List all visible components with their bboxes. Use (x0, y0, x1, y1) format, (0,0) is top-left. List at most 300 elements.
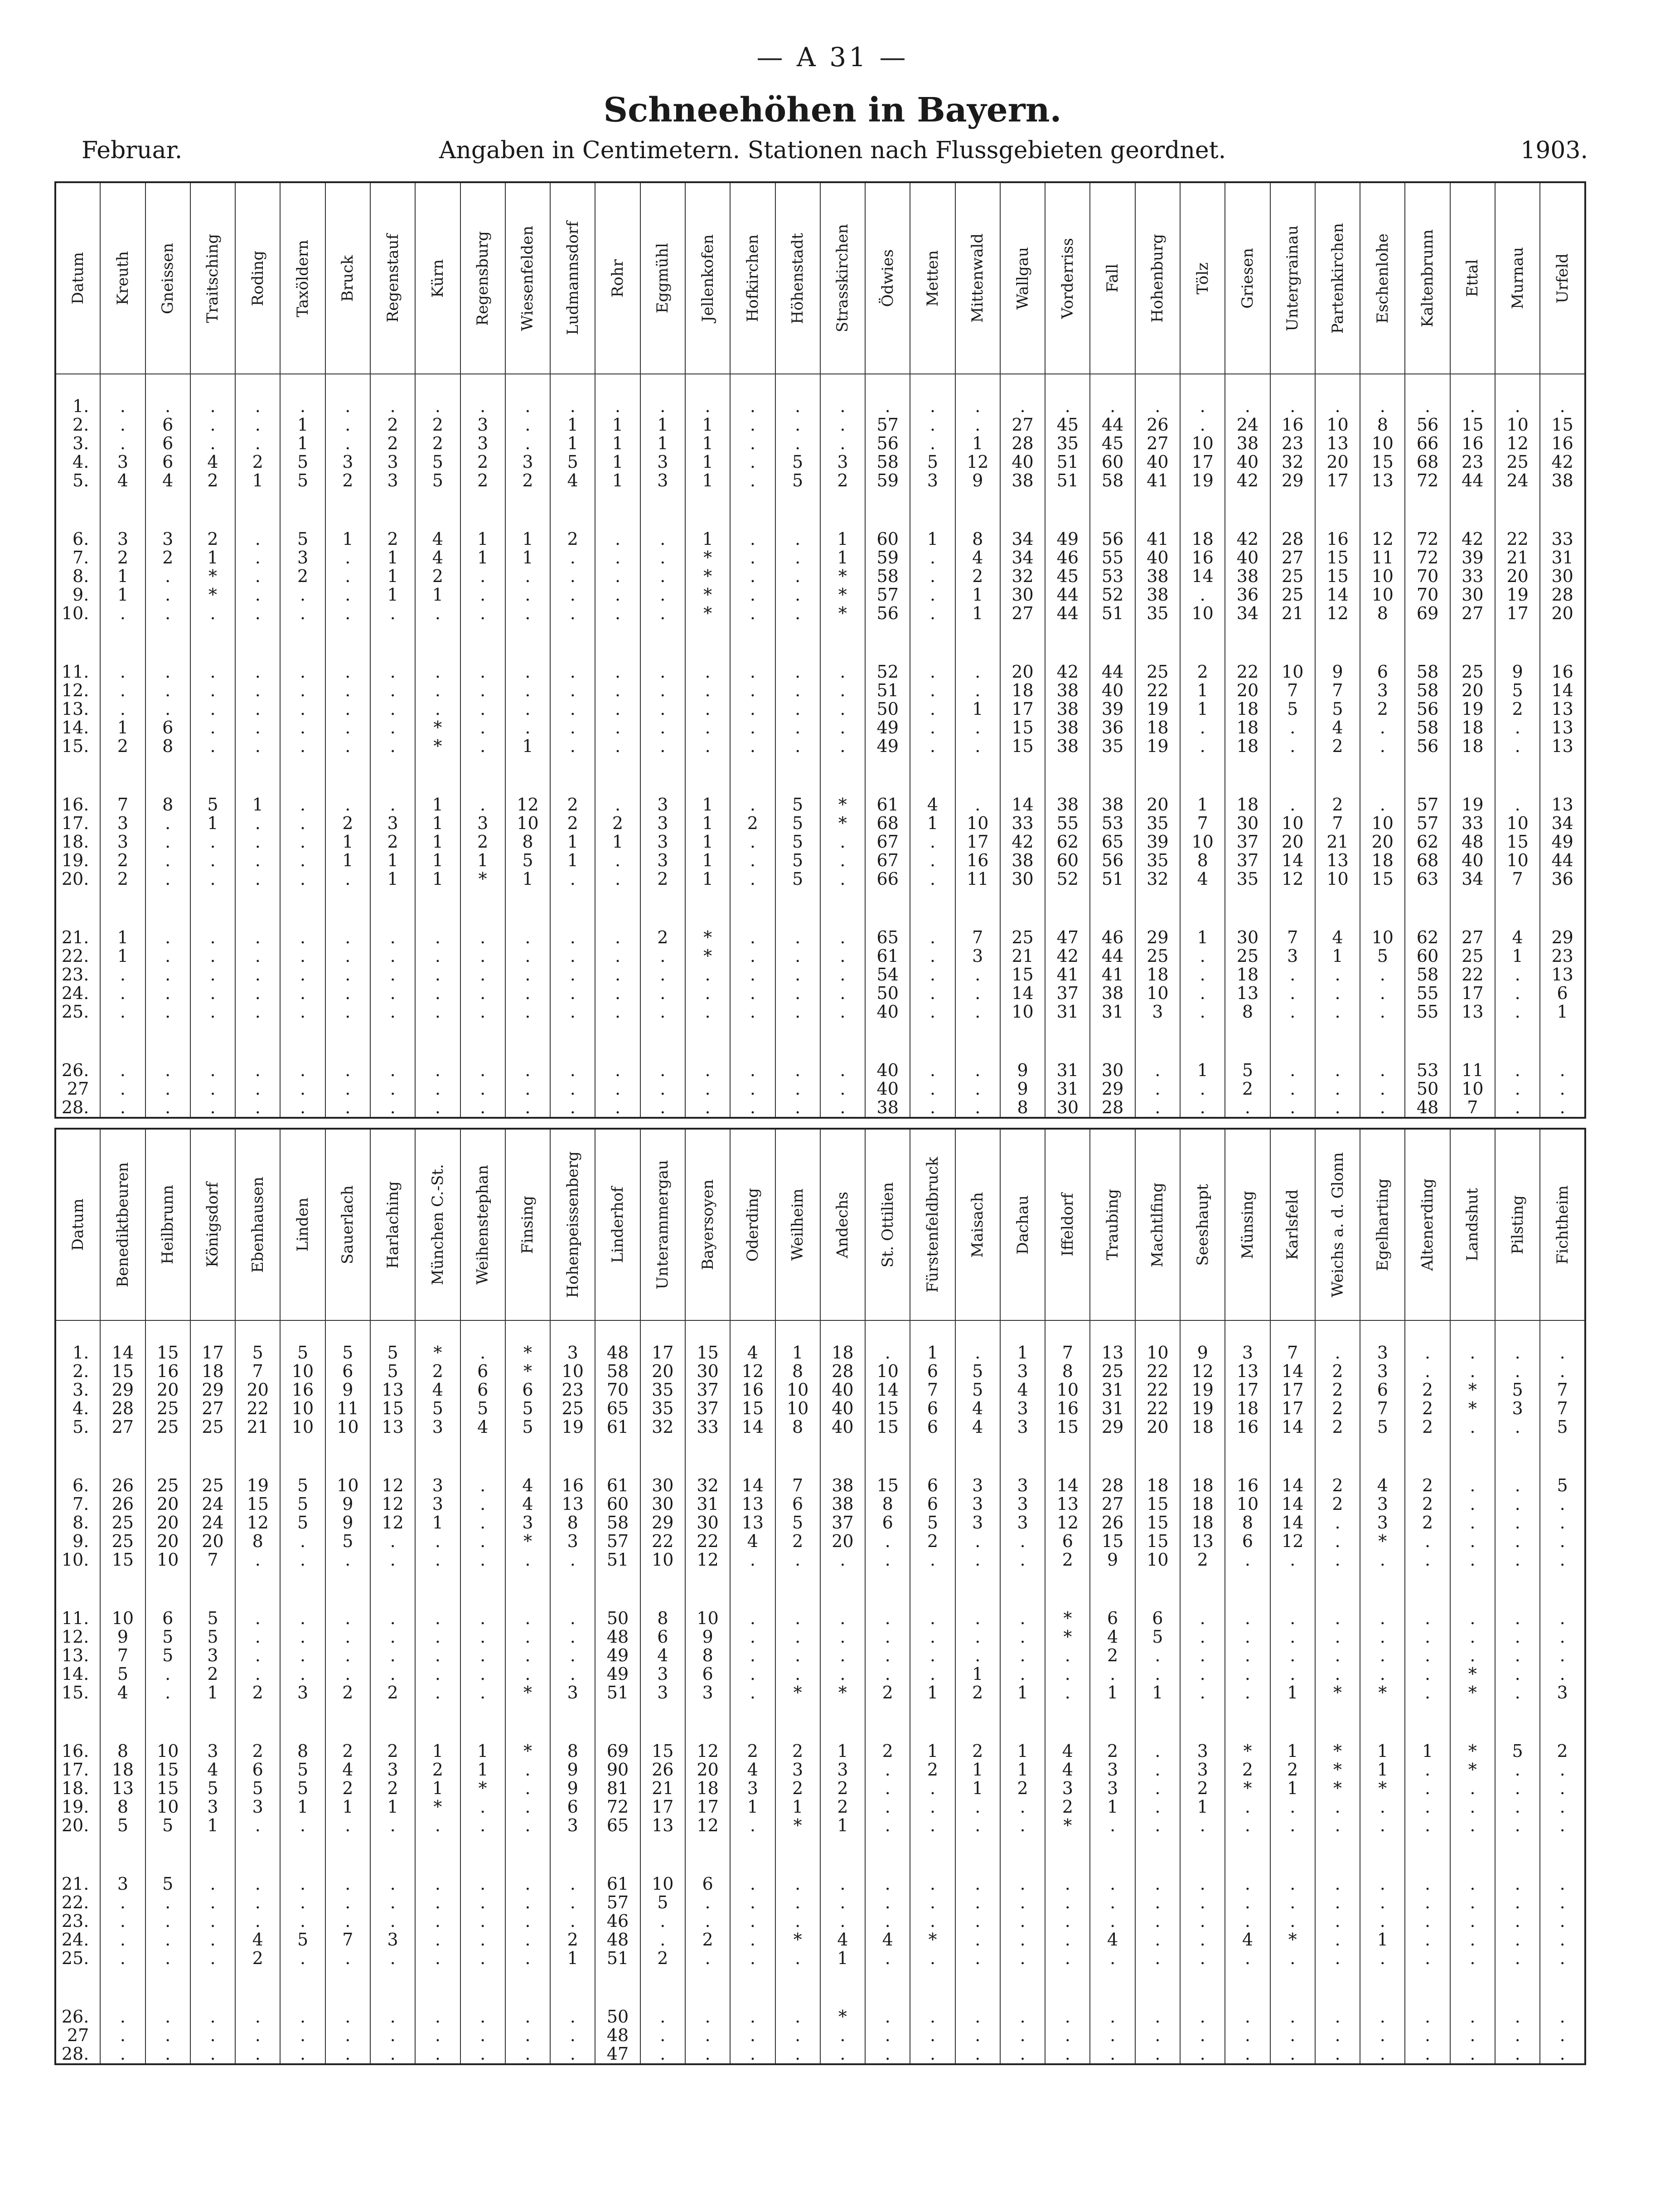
value-cell: 2 (370, 1683, 415, 1702)
value-cell: . (370, 1098, 415, 1118)
value-cell: . (910, 737, 955, 756)
value-cell: . (775, 2026, 820, 2045)
value-cell: . (280, 586, 325, 604)
station-header: Dachau (1000, 1129, 1045, 1320)
value-cell: 18 (1225, 700, 1270, 718)
value-cell: * (1360, 1532, 1405, 1551)
value-cell: 2 (775, 1742, 820, 1761)
station-header: Regensburg (460, 182, 505, 374)
value-cell: 1 (820, 1949, 865, 1968)
table-row (55, 1893, 1585, 1912)
value-cell: 3 (1135, 1003, 1180, 1021)
value-cell: . (235, 928, 280, 947)
value-cell: . (505, 1761, 550, 1779)
value-cell: . (1540, 1646, 1585, 1665)
value-cell: 22 (640, 1532, 685, 1551)
value-cell: * (1315, 1761, 1360, 1779)
value-cell: . (280, 833, 325, 851)
value-cell: 1 (1000, 1344, 1045, 1362)
value-cell: 13 (1540, 965, 1585, 984)
value-cell: . (820, 1003, 865, 1021)
value-cell: 9 (325, 1381, 370, 1399)
station-header: Altenerding (1405, 1129, 1450, 1320)
value-cell: . (1180, 1609, 1225, 1628)
table-row (55, 796, 1585, 814)
value-cell: . (1405, 1931, 1450, 1949)
value-cell: * (1450, 1399, 1495, 1418)
value-cell: . (640, 2008, 685, 2026)
value-cell: 9 (325, 1495, 370, 1513)
table-row (55, 2045, 1585, 2064)
value-cell: . (1270, 1816, 1315, 1835)
value-cell: . (235, 1003, 280, 1021)
value-cell: 21 (1270, 604, 1315, 623)
value-cell: . (505, 965, 550, 984)
value-cell: . (280, 1816, 325, 1835)
value-cell: 18 (1225, 737, 1270, 756)
value-cell: . (235, 737, 280, 756)
value-cell: . (460, 737, 505, 756)
value-cell: . (235, 1098, 280, 1118)
value-cell: 1 (1315, 947, 1360, 965)
value-cell: 31 (1045, 1080, 1090, 1098)
value-cell: 5 (235, 1344, 280, 1362)
value-cell: 56 (1405, 700, 1450, 718)
value-cell: . (190, 2045, 235, 2064)
value-cell: . (1540, 1912, 1585, 1931)
value-cell: . (820, 434, 865, 453)
value-cell: * (415, 737, 460, 756)
value-cell: 2 (235, 1742, 280, 1761)
value-cell: . (1450, 2045, 1495, 2064)
value-cell: 27 (190, 1399, 235, 1418)
value-cell: 38 (820, 1476, 865, 1495)
value-cell: 9 (1495, 663, 1540, 681)
value-cell: . (685, 681, 730, 700)
value-cell: . (910, 928, 955, 947)
value-cell: 20 (235, 1381, 280, 1399)
value-cell: * (1450, 1683, 1495, 1702)
value-cell: 12 (1270, 1532, 1315, 1551)
value-cell: . (1225, 1665, 1270, 1683)
value-cell: 17 (1225, 1381, 1270, 1399)
value-cell: . (1315, 1532, 1360, 1551)
value-cell: 1 (100, 718, 145, 737)
table-row (55, 453, 1585, 471)
value-cell: 3 (280, 1683, 325, 1702)
value-cell: . (910, 870, 955, 888)
value-cell: * (460, 870, 505, 888)
date-column-header: Datum (69, 252, 87, 305)
value-cell: . (460, 1609, 505, 1628)
value-cell: . (325, 1893, 370, 1912)
value-cell: 50 (1405, 1080, 1450, 1098)
value-cell: . (370, 1628, 415, 1646)
station-header: Höhenstadt (775, 182, 820, 374)
value-cell: 27 (100, 1418, 145, 1436)
value-cell: 46 (1090, 928, 1135, 947)
value-cell: . (640, 567, 685, 586)
value-cell: . (415, 1875, 460, 1893)
value-cell: 1 (505, 870, 550, 888)
value-cell: . (190, 1893, 235, 1912)
value-cell: . (1495, 2008, 1540, 2026)
value-cell: . (640, 681, 685, 700)
value-cell: . (1315, 965, 1360, 984)
value-cell: . (280, 851, 325, 870)
value-cell: 1 (415, 1513, 460, 1532)
value-cell: . (505, 1798, 550, 1816)
value-cell: . (1450, 1893, 1495, 1912)
value-cell: . (145, 870, 190, 888)
value-cell: 5 (910, 453, 955, 471)
value-cell: . (1495, 1362, 1540, 1381)
value-cell: . (910, 1912, 955, 1931)
value-cell: . (730, 1061, 775, 1080)
value-cell: . (1360, 1003, 1405, 1021)
value-cell: 48 (1405, 1098, 1450, 1118)
date-cell: 19. (61, 1797, 89, 1817)
spacer-row (55, 756, 1585, 796)
value-cell: 41 (1135, 530, 1180, 548)
value-cell: . (640, 548, 685, 567)
value-cell: . (415, 1609, 460, 1628)
value-cell: . (460, 1344, 505, 1362)
value-cell: 36 (1090, 718, 1135, 737)
value-cell: 27 (1000, 416, 1045, 434)
value-cell: . (235, 604, 280, 623)
value-cell: 35 (1045, 434, 1090, 453)
value-cell: . (460, 718, 505, 737)
value-cell: 9 (1000, 1061, 1045, 1080)
value-cell: 10 (955, 814, 1000, 833)
station-header: Traitsching (190, 182, 235, 374)
value-cell: . (640, 737, 685, 756)
value-cell: 38 (1540, 471, 1585, 490)
value-cell: * (1450, 1665, 1495, 1683)
value-cell: 24 (1495, 471, 1540, 490)
value-cell: . (1270, 984, 1315, 1003)
value-cell: 33 (1540, 530, 1585, 548)
value-cell: 15 (1360, 453, 1405, 471)
value-cell: 65 (865, 928, 910, 947)
value-cell: . (235, 2008, 280, 2026)
value-cell: 3 (370, 1761, 415, 1779)
value-cell: . (460, 965, 505, 984)
value-cell: . (415, 928, 460, 947)
value-cell: 5 (190, 796, 235, 814)
value-cell: 1 (1360, 1761, 1405, 1779)
table-row (55, 1344, 1585, 1362)
value-cell: 1 (955, 604, 1000, 623)
value-cell: 55 (1090, 548, 1135, 567)
date-cell: 23. (61, 965, 89, 985)
value-cell: . (280, 814, 325, 833)
value-cell: . (1450, 1513, 1495, 1532)
value-cell: . (910, 1080, 955, 1098)
value-cell: . (370, 604, 415, 623)
value-cell: 13 (1540, 796, 1585, 814)
value-cell: * (505, 1683, 550, 1702)
value-cell: . (730, 1080, 775, 1098)
value-cell: 7 (1360, 1399, 1405, 1418)
value-cell: 44 (1540, 851, 1585, 870)
value-cell: . (1000, 1893, 1045, 1912)
value-cell: . (775, 416, 820, 434)
value-cell: 2 (190, 1665, 235, 1683)
value-cell: . (1270, 2045, 1315, 2064)
value-cell: 8 (685, 1646, 730, 1665)
date-cell: 27 (67, 1079, 89, 1099)
value-cell: . (325, 947, 370, 965)
value-cell: 4 (910, 796, 955, 814)
value-cell: 8 (1360, 416, 1405, 434)
value-cell: . (730, 567, 775, 586)
value-cell: . (1270, 1609, 1315, 1628)
table-row (55, 947, 1585, 965)
date-cell: 24. (61, 983, 89, 1003)
value-cell: . (145, 1912, 190, 1931)
value-cell: . (1270, 1949, 1315, 1968)
value-cell: . (415, 663, 460, 681)
value-cell: 5 (955, 1381, 1000, 1399)
value-cell: . (1270, 1665, 1315, 1683)
value-cell: . (1315, 1609, 1360, 1628)
value-cell: 30 (640, 1495, 685, 1513)
table-row (55, 1646, 1585, 1665)
value-cell: 72 (1405, 471, 1450, 490)
value-cell: 2 (955, 567, 1000, 586)
value-cell: . (640, 1061, 685, 1080)
value-cell: . (235, 681, 280, 700)
value-cell: . (235, 984, 280, 1003)
value-cell: . (325, 1098, 370, 1118)
value-cell: 18 (1135, 718, 1180, 737)
value-cell: . (1495, 1418, 1540, 1436)
value-cell: . (1360, 1551, 1405, 1569)
value-cell: 5 (280, 1344, 325, 1362)
value-cell: 15 (1450, 416, 1495, 434)
value-cell: 10 (1180, 833, 1225, 851)
station-header: Harlaching (370, 1129, 415, 1320)
value-cell: . (1270, 2026, 1315, 2045)
value-cell: 2 (1405, 1418, 1450, 1436)
value-cell: 11 (955, 870, 1000, 888)
value-cell: . (910, 548, 955, 567)
value-cell: 15 (1000, 965, 1045, 984)
value-cell: 38 (820, 1495, 865, 1513)
value-cell: . (505, 1061, 550, 1080)
value-cell: . (1180, 1875, 1225, 1893)
value-cell: . (1315, 1798, 1360, 1816)
value-cell: 2 (415, 1362, 460, 1381)
value-cell: 35 (1090, 737, 1135, 756)
value-cell: . (1405, 1779, 1450, 1798)
value-cell: 38 (1045, 796, 1090, 814)
value-cell: . (910, 2045, 955, 2064)
value-cell: 23 (1450, 453, 1495, 471)
value-cell: 2 (460, 471, 505, 490)
value-cell: 3 (730, 1779, 775, 1798)
value-cell: 22 (1135, 1362, 1180, 1381)
value-cell: 6 (550, 1798, 595, 1816)
value-cell: 6 (1090, 1609, 1135, 1628)
value-cell: . (415, 397, 460, 416)
value-cell: . (235, 663, 280, 681)
value-cell: . (775, 1646, 820, 1665)
value-cell: 57 (595, 1893, 640, 1912)
value-cell: . (1495, 1098, 1540, 1118)
value-cell: 8 (640, 1609, 685, 1628)
value-cell: . (280, 681, 325, 700)
value-cell: . (730, 1628, 775, 1646)
value-cell: 3 (1360, 1344, 1405, 1362)
value-cell: . (955, 1931, 1000, 1949)
value-cell: . (1360, 1098, 1405, 1118)
value-cell: . (325, 984, 370, 1003)
station-header: Griesen (1225, 182, 1270, 374)
station-header: Strasskirchen (820, 182, 865, 374)
value-cell: . (190, 1003, 235, 1021)
value-cell: . (1135, 1061, 1180, 1080)
value-cell: 18 (1450, 718, 1495, 737)
value-cell: 1 (955, 586, 1000, 604)
value-cell: 4 (730, 1761, 775, 1779)
value-cell: 7 (190, 1551, 235, 1569)
value-cell: 19 (550, 1418, 595, 1436)
value-cell: 3 (550, 1816, 595, 1835)
value-cell: . (1405, 1816, 1450, 1835)
spacer-row (55, 374, 1585, 397)
value-cell: 3 (1000, 1513, 1045, 1532)
value-cell: 3 (370, 1931, 415, 1949)
value-cell: 4 (235, 1931, 280, 1949)
value-cell: . (235, 965, 280, 984)
value-cell: . (235, 586, 280, 604)
value-cell: 1 (100, 947, 145, 965)
date-cell: 7. (73, 548, 89, 568)
value-cell: . (1360, 2008, 1405, 2026)
value-cell: . (550, 737, 595, 756)
value-cell: . (1405, 1761, 1450, 1779)
value-cell: 8 (775, 1362, 820, 1381)
value-cell: . (235, 2026, 280, 2045)
value-cell: . (820, 851, 865, 870)
value-cell: . (100, 2026, 145, 2045)
table-row (55, 1742, 1585, 1761)
table-row (55, 1609, 1585, 1628)
value-cell: . (1495, 1761, 1540, 1779)
value-cell: . (145, 1683, 190, 1702)
value-cell: 10 (1135, 1344, 1180, 1362)
value-cell: 26 (100, 1476, 145, 1495)
value-cell: . (415, 2045, 460, 2064)
value-cell: 30 (640, 1476, 685, 1495)
value-cell: . (910, 700, 955, 718)
value-cell: 18 (1225, 796, 1270, 814)
value-cell: . (505, 397, 550, 416)
value-cell: . (865, 1912, 910, 1931)
date-cell: 21. (61, 927, 89, 947)
value-cell: . (235, 1061, 280, 1080)
station-header: Taxöldern (280, 182, 325, 374)
date-cell: 15. (61, 736, 89, 756)
value-cell: . (775, 947, 820, 965)
value-cell: 1 (1000, 1742, 1045, 1761)
value-cell: 5 (415, 453, 460, 471)
value-cell: 54 (865, 965, 910, 984)
value-cell: 12 (505, 796, 550, 814)
value-cell: . (1405, 2008, 1450, 2026)
value-cell: 58 (1090, 471, 1135, 490)
value-cell: 3 (550, 1344, 595, 1362)
value-cell: 3 (370, 471, 415, 490)
value-cell: 31 (1045, 1061, 1090, 1080)
date-cell: 4. (73, 452, 89, 472)
value-cell: . (145, 2008, 190, 2026)
value-cell: 68 (865, 814, 910, 833)
value-cell: 8 (1000, 1098, 1045, 1118)
value-cell: 15 (1135, 1513, 1180, 1532)
value-cell: . (325, 548, 370, 567)
value-cell: . (550, 1080, 595, 1098)
value-cell: . (640, 2026, 685, 2045)
value-cell: 1 (1360, 1742, 1405, 1761)
value-cell: 5 (190, 1628, 235, 1646)
value-cell: 25 (145, 1418, 190, 1436)
date-cell: 15. (61, 1683, 89, 1703)
value-cell: 6 (1360, 1381, 1405, 1399)
value-cell: . (1000, 1949, 1045, 1968)
value-cell: 1 (595, 434, 640, 453)
station-header: Oderding (730, 1129, 775, 1320)
value-cell: . (820, 1098, 865, 1118)
value-cell: 2 (1315, 1495, 1360, 1513)
value-cell: . (775, 1003, 820, 1021)
date-cell: 10. (61, 1550, 89, 1570)
value-cell: . (1135, 1875, 1180, 1893)
value-cell: . (460, 1061, 505, 1080)
value-cell: . (685, 397, 730, 416)
value-cell: 25 (1000, 928, 1045, 947)
value-cell: 1 (685, 453, 730, 471)
value-cell: . (820, 965, 865, 984)
value-cell: . (730, 718, 775, 737)
value-cell: . (865, 1344, 910, 1362)
value-cell: 3 (640, 796, 685, 814)
value-cell: . (505, 2008, 550, 2026)
value-cell: 28 (1540, 586, 1585, 604)
value-cell: . (775, 681, 820, 700)
value-cell: 2 (1180, 1779, 1225, 1798)
value-cell: 40 (820, 1418, 865, 1436)
value-cell: . (595, 851, 640, 870)
value-cell: 5 (955, 1362, 1000, 1381)
value-cell: 48 (1450, 833, 1495, 851)
value-cell: 3 (640, 471, 685, 490)
value-cell: 1 (415, 1742, 460, 1761)
value-cell: 15 (1495, 833, 1540, 851)
value-cell: 3 (100, 1875, 145, 1893)
value-cell: . (1090, 1912, 1135, 1931)
value-cell: . (910, 947, 955, 965)
value-cell: 10 (1315, 416, 1360, 434)
value-cell: 30 (1450, 586, 1495, 604)
value-cell: . (1495, 1003, 1540, 1021)
value-cell: . (1315, 1098, 1360, 1118)
value-cell: 19 (1180, 1381, 1225, 1399)
value-cell: . (1495, 1080, 1540, 1098)
